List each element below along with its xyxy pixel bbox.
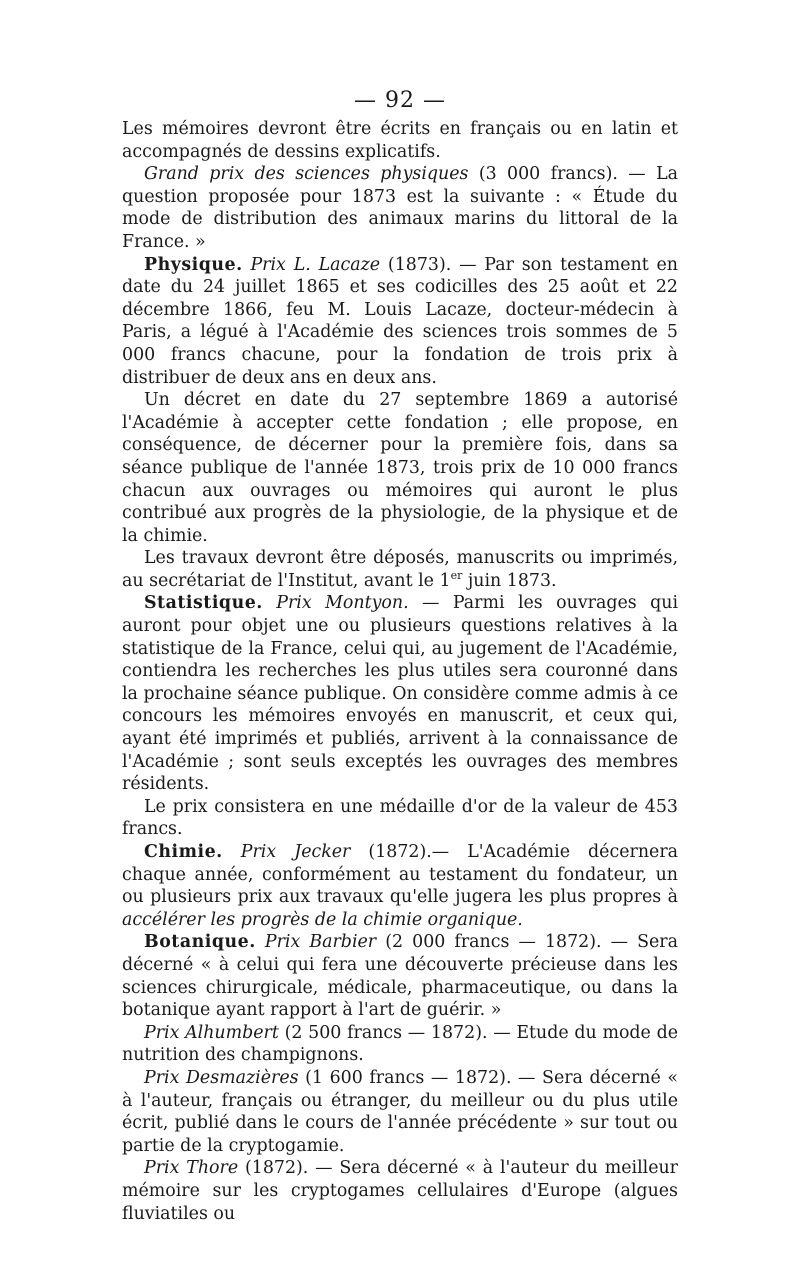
- body-text: [122, 118, 678, 1225]
- paragraph-thore: Prix Thore (1872). — Sera décerné « à l'auteur du meilleur mémoire sur les cryptogames cellulaires d'Europe (algues fluviatiles ou: [122, 1158, 679, 1224]
- prize-title: Prix Desmazières: [144, 1067, 299, 1088]
- prize-title: Prix Jecker: [240, 842, 351, 862]
- prize-title: Prix Thore: [144, 1158, 239, 1179]
- paragraph-physique: Physique. Prix L. Lacaze (1873). — Par son testament en date du 24 juillet 1865 et ses codicilles des 25 août et 22 décembre 1866, feu M. Louis Lacaze, docteur-médecin à Paris, a légué à l'Académie des sciences trois sommes de 5 000 francs chacune, pour la fondation de trois prix à distribuer de deux ans en deux ans.: [122, 254, 678, 388]
- paragraph-statistique: Statistique. Prix Montyon. — Parmi les ouvrages qui auront pour objet une ou plusieurs questions relatives à la statistique de la France, celui qui, au jugement de l'Académie, contiendra les recherches les plus utiles sera couronné dans la prochaine séance publique. On considère comme admis à ce concours les mémoires envoyés en manuscrit, et ceux qui, ayant été imprimés et publiés, arrivent à la connaissance de l'Académie ; sont seuls exceptés les ouvrages des membres résidents.: [122, 593, 679, 795]
- prize-title: Prix Alhumbert: [144, 1022, 279, 1043]
- section-heading-chimie: Chimie.: [144, 842, 223, 862]
- paragraph-1: Les mémoires devront être écrits en français ou en latin et accompagnés de dessins explicatifs.: [122, 119, 678, 162]
- emphasis: accélérer les progrès de la chimie organique.: [122, 909, 523, 930]
- paragraph-grand-prix: Grand prix des sciences physiques (3 000 francs). — La question proposée pour 1873 est la suivante : « Étude du mode de distribution des animaux marins du littoral de la France. »: [122, 164, 678, 252]
- paragraph-medaille: Le prix consistera en une médaille d'or de la valeur de 453 francs.: [122, 796, 678, 840]
- paragraph-alhumbert: Prix Alhumbert (2 500 francs — 1872). — Etude du mode de nutrition des champignons.: [122, 1022, 678, 1066]
- prize-title: Prix Barbier: [264, 932, 377, 953]
- paragraph-decret: Un décret en date du 27 septembre 1869 a autorisé l'Académie à accepter cette fondation ; elle propose, en conséquence, de décerner pour la première fois, dans sa séance publique de l'année 1873, trois prix de 10 000 francs chacun aux ouvrages ou mémoires qui auront le plus contribué aux progrès de la physiologie, de la physique et de la chimie.: [122, 390, 678, 546]
- paragraph-travaux: Les travaux devront être déposés, manuscrits ou imprimés, au secrétariat de l'Institut, avant le 1er juin 1873.: [122, 548, 678, 591]
- prize-title: Prix L. Lacaze: [250, 254, 381, 275]
- prize-title: Prix Montyon.: [276, 593, 409, 614]
- paragraph-botanique: Botanique. Prix Barbier (2 000 francs — 1872). — Sera décerné « à celui qui fera une découverte précieuse dans les sciences chirurgicale, médicale, pharmaceutique, ou dans la botanique ayant rapport à l'art de guérir. »: [122, 932, 678, 1021]
- page-number: — 92 —: [354, 88, 446, 113]
- paragraph-desmazieres: Prix Desmazières (1 600 francs — 1872). — Sera décerné « à l'auteur, français ou étranger, du meilleur ou du plus utile écrit, publié dans le cours de l'année précédente » sur tout ou partie de la cryptogamie.: [122, 1067, 678, 1156]
- section-heading-botanique: Botanique.: [144, 932, 256, 953]
- paragraph-chimie: Chimie. Prix Jecker (1872).— L'Académie décernera chaque année, conformément au testament du fondateur, un ou plusieurs prix aux travaux qu'elle jugera les plus propres à accélérer les progrès de la chimie organique.: [122, 842, 678, 930]
- section-heading-statistique: Statistique.: [144, 593, 263, 614]
- prize-title: Grand prix des sciences physiques: [144, 164, 469, 185]
- section-heading-physique: Physique.: [144, 254, 243, 275]
